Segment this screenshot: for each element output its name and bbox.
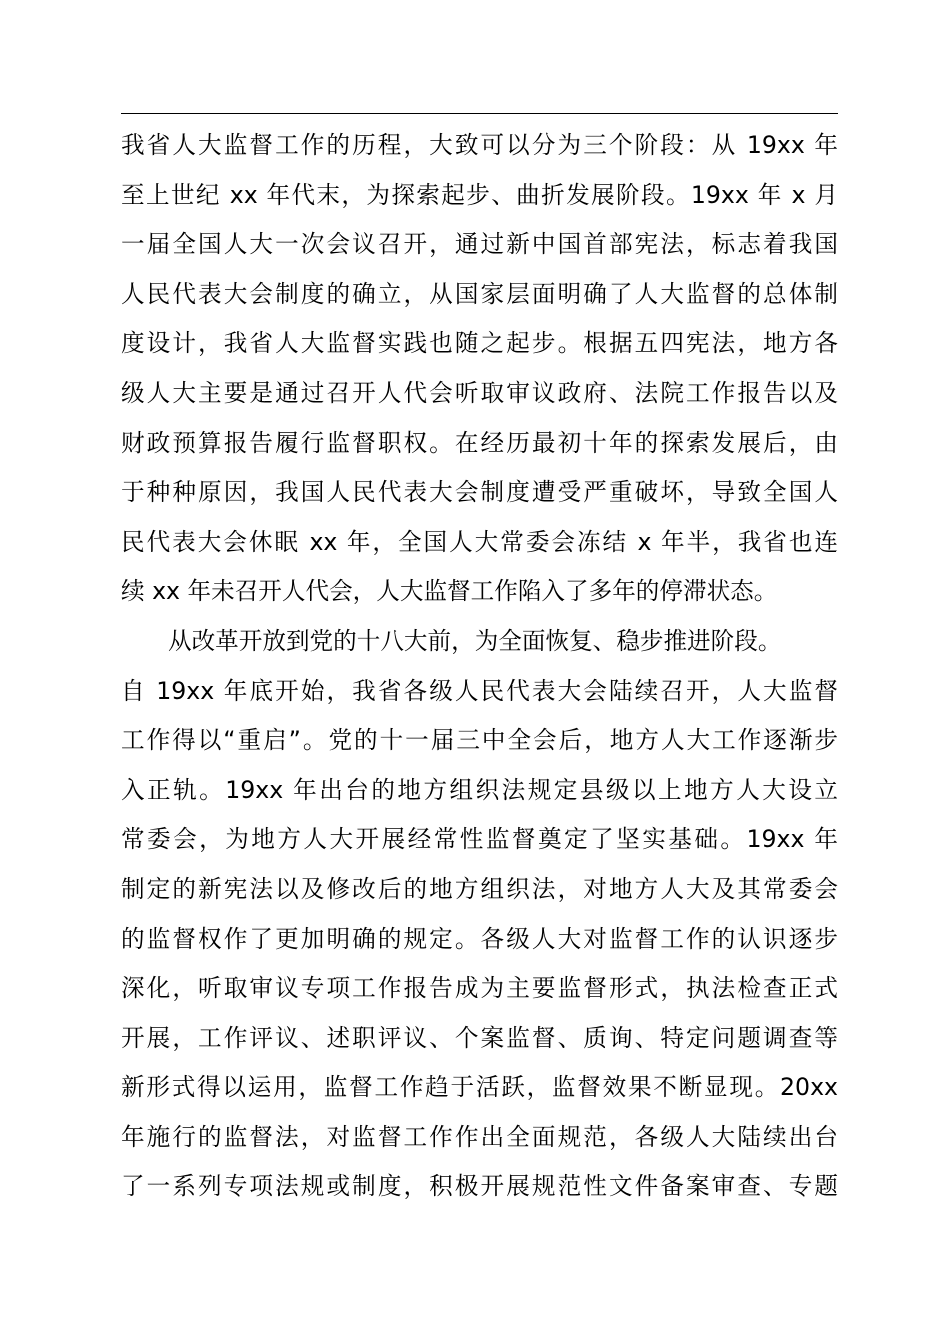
paragraph-start-line: 从改革开放到党的十八大前，为全面恢复、稳步推进阶段。 xyxy=(168,626,782,655)
text-line: 了一系列专项法规或制度，积极开展规范性文件备案审查、专题 xyxy=(121,1172,838,1201)
text-line: 的监督权作了更加明确的规定。各级人大对监督工作的认识逐步 xyxy=(121,924,838,953)
text-line: 于种种原因，我国人民代表大会制度遭受严重破坏，导致全国人 xyxy=(121,478,838,507)
text-line: 年施行的监督法，对监督工作作出全面规范，各级人大陆续出台 xyxy=(121,1122,838,1151)
text-line: 开展，工作评议、述职评议、个案监督、质询、特定问题调查等 xyxy=(121,1023,838,1052)
text-line: 新形式得以运用，监督工作趋于活跃，监督效果不断显现。20xx xyxy=(121,1073,838,1102)
text-line: 入正轨。19xx 年出台的地方组织法规定县级以上地方人大设立 xyxy=(121,775,838,804)
text-line: 财政预算报告履行监督职权。在经历最初十年的探索发展后，由 xyxy=(121,428,838,457)
text-line: 常委会，为地方人大开展经常性监督奠定了坚实基础。19xx 年 xyxy=(121,825,838,854)
text-line: 至上世纪 xx 年代末，为探索起步、曲折发展阶段。19xx 年 x 月 xyxy=(121,180,838,209)
text-line: 一届全国人大一次会议召开，通过新中国首部宪法，标志着我国 xyxy=(121,230,838,259)
header-rule xyxy=(121,113,838,114)
paragraph-end-line: 续 xx 年未召开人代会，人大监督工作陷入了多年的停滞状态。 xyxy=(121,577,778,606)
text-line: 民代表大会休眠 xx 年，全国人大常委会冻结 x 年半，我省也连 xyxy=(121,527,838,556)
text-line: 深化，听取审议专项工作报告成为主要监督形式，执法检查正式 xyxy=(121,974,838,1003)
text-line: 级人大主要是通过召开人代会听取审议政府、法院工作报告以及 xyxy=(121,378,838,407)
text-line: 我省人大监督工作的历程，大致可以分为三个阶段：从 19xx 年 xyxy=(121,131,838,159)
body-text xyxy=(121,121,838,1212)
text-line: 度设计，我省人大监督实践也随之起步。根据五四宪法，地方各 xyxy=(121,329,838,358)
text-line: 工作得以“重启”。党的十一届三中全会后，地方人大工作逐渐步 xyxy=(121,726,838,755)
text-line: 人民代表大会制度的确立，从国家层面明确了人大监督的总体制 xyxy=(121,279,838,308)
text-line: 自 19xx 年底开始，我省各级人民代表大会陆续召开，人大监督 xyxy=(121,676,838,705)
text-line: 制定的新宪法以及修改后的地方组织法，对地方人大及其常委会 xyxy=(121,874,838,903)
